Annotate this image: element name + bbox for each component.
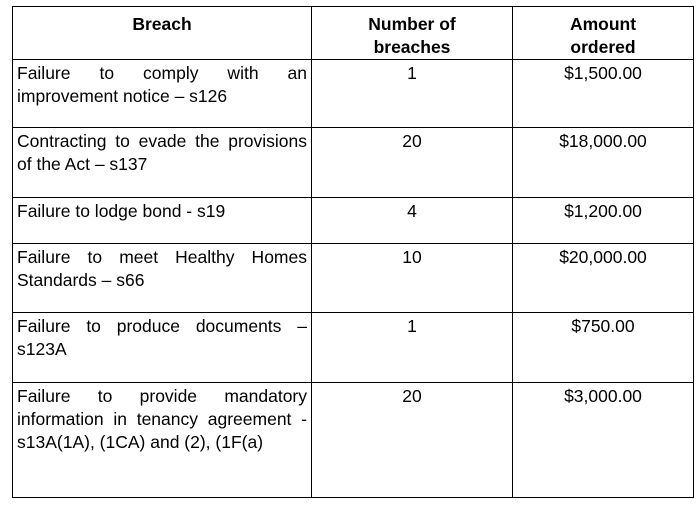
breach-cell: Failure to provide mandatory information in tenancy agreement -s13A(1A), (1CA) and (2), (1F(a)	[13, 383, 312, 498]
amount-cell: $750.00	[513, 313, 694, 383]
breach-cell: Failure to comply with an improvement notice – s126	[13, 60, 312, 128]
number-cell: 4	[312, 198, 513, 244]
header-number-line1: Number of	[368, 14, 456, 34]
table-row	[13, 198, 694, 244]
breach-cell: Failure to meet Healthy Homes Standards – s66	[13, 244, 312, 313]
amount-cell: $1,500.00	[513, 60, 694, 128]
number-cell: 1	[312, 60, 513, 128]
amount-cell: $1,200.00	[513, 198, 694, 244]
table-row	[13, 244, 694, 313]
amount-cell: $18,000.00	[513, 128, 694, 198]
header-amount-line2: ordered	[570, 37, 636, 57]
header-number-line2: breaches	[373, 37, 451, 57]
breach-table	[12, 6, 694, 498]
header-breach-label: Breach	[132, 14, 192, 34]
amount-cell: $20,000.00	[513, 244, 694, 313]
table-row	[13, 60, 694, 128]
number-cell: 10	[312, 244, 513, 313]
breach-cell: Failure to produce documents – s123A	[13, 313, 312, 383]
table-header-row	[13, 7, 694, 60]
header-breach	[13, 7, 312, 60]
amount-cell: $3,000.00	[513, 383, 694, 498]
table-row	[13, 128, 694, 198]
number-cell: 20	[312, 383, 513, 498]
number-cell: 20	[312, 128, 513, 198]
number-cell: 1	[312, 313, 513, 383]
header-amount-line1: Amount	[569, 14, 637, 34]
header-amount-ordered	[513, 7, 694, 60]
table-row	[13, 383, 694, 498]
table-row	[13, 313, 694, 383]
breach-cell: Failure to lodge bond - s19	[13, 198, 312, 244]
header-number-of-breaches	[312, 7, 513, 60]
breach-cell: Contracting to evade the provisions of the Act – s137	[13, 128, 312, 198]
